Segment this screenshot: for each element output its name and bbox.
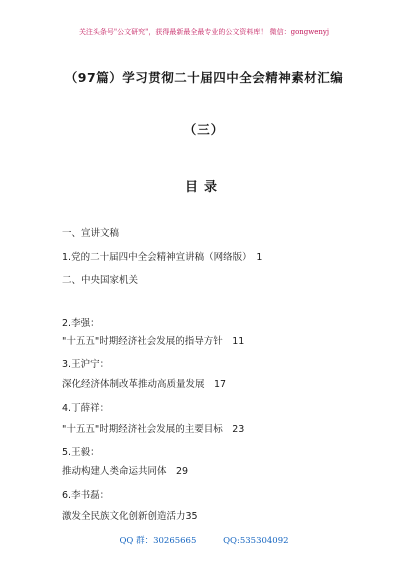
toc-entry: 1.党的二十届四中全会精神宣讲稿（网络版） 1 [62,252,263,263]
toc-heading: 目录 [184,180,223,195]
toc-author: 2.李强： [62,318,100,329]
volume-label: （三） [183,122,225,137]
toc-entry: 深化经济体制改革推动高质量发展 17 [62,379,227,390]
toc-entry: "十五五"时期经济社会发展的主要目标 23 [62,424,245,435]
toc-section-heading: 二、中央国家机关 [62,275,139,286]
footer-contact [0,534,408,546]
toc-author: 4.丁薛祥： [62,403,110,414]
document-title: （97篇）学习贯彻二十届四中全会精神素材汇编 [64,70,344,85]
toc-entry: 激发全民族文化创新创造活力35 [62,511,198,522]
qq-number-text: QQ:535304092 [223,536,289,546]
toc-section-heading: 一、宣讲文稿 [62,228,120,239]
toc-entry: 推动构建人类命运共同体 29 [62,466,189,477]
toc-author: 6.李书磊： [62,490,110,501]
header-note: 关注头条号"公文研究"，获得最新最全最专业的公文资料库！ 微信：gongwenyj [78,28,330,36]
toc-author: 5.王毅： [62,447,100,458]
toc-entry: "十五五"时期经济社会发展的指导方针 11 [62,336,245,347]
qq-group-text: QQ 群：30265665 [119,536,197,546]
toc-author: 3.王沪宁： [62,359,110,370]
